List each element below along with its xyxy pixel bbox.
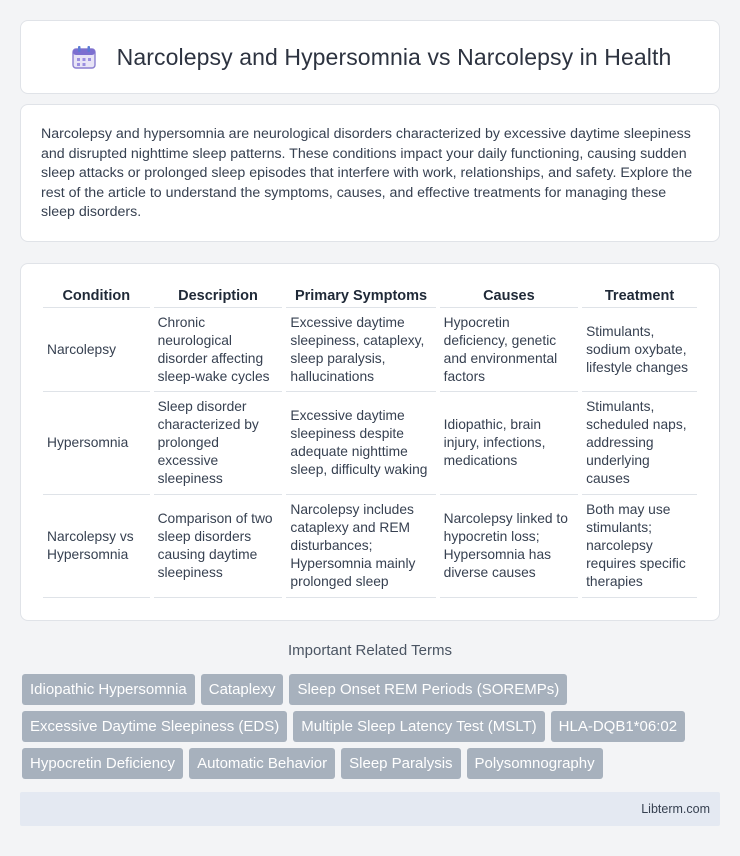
table-cell: Narcolepsy includes cataplexy and REM disturbances; Hypersomnia mainly prolonged sleep <box>286 495 435 598</box>
intro-text: Narcolepsy and hypersomnia are neurological disorders characterized by excessive daytime sleepiness and disrupted nighttime sleep patterns. These conditions impact your daily functioning, causing sudden sleep attacks or prolonged sleep episodes that interfere with work, relationships, and safety. Explore the rest of the article to understand the symptoms, causes, and effective treatments for managing these sleep disorders. <box>41 126 693 221</box>
page-title: Narcolepsy and Hypersomnia vs Narcolepsy in Health <box>116 43 672 70</box>
table-row <box>43 308 697 392</box>
related-term-tag[interactable]: Hypocretin Deficiency <box>22 748 183 779</box>
comparison-table <box>39 284 701 598</box>
table-header: Description <box>154 284 283 308</box>
table-cell: Chronic neurological disorder affecting sleep-wake cycles <box>154 308 283 392</box>
table-cell: Hypersomnia <box>43 392 150 495</box>
footer-link[interactable]: Libterm.com <box>641 802 710 816</box>
table-header: Condition <box>43 284 150 308</box>
table-cell: Comparison of two sleep disorders causing daytime sleepiness <box>154 495 283 598</box>
table-header: Primary Symptoms <box>286 284 435 308</box>
intro-card <box>20 104 720 242</box>
table-cell: Stimulants, sodium oxybate, lifestyle changes <box>582 308 697 392</box>
table-cell: Narcolepsy linked to hypocretin loss; Hypersomnia has diverse causes <box>440 495 578 598</box>
related-term-tag[interactable]: Sleep Paralysis <box>341 748 460 779</box>
related-term-tag[interactable]: Automatic Behavior <box>189 748 335 779</box>
table-cell: Both may use stimulants; narcolepsy requires specific therapies <box>582 495 697 598</box>
table-cell: Hypocretin deficiency, genetic and environmental factors <box>440 308 578 392</box>
related-terms-title: Important Related Terms <box>288 642 452 659</box>
header-card <box>20 20 720 94</box>
related-term-tag[interactable]: Cataplexy <box>201 674 284 705</box>
table-header: Causes <box>440 284 578 308</box>
table-row <box>43 392 697 495</box>
footer <box>20 792 720 826</box>
related-term-tag[interactable]: Polysomnography <box>467 748 603 779</box>
related-term-tag[interactable]: Excessive Daytime Sleepiness (EDS) <box>22 711 287 742</box>
table-row <box>43 495 697 598</box>
table-cell: Stimulants, scheduled naps, addressing underlying causes <box>582 392 697 495</box>
table-cell: Narcolepsy <box>43 308 150 392</box>
table-card <box>20 263 720 621</box>
calendar-icon <box>69 42 99 72</box>
related-term-tag[interactable]: Idiopathic Hypersomnia <box>22 674 195 705</box>
table-cell: Sleep disorder characterized by prolonged excessive sleepiness <box>154 392 283 495</box>
related-terms-list <box>22 674 722 785</box>
table-header: Treatment <box>582 284 697 308</box>
related-term-tag[interactable]: Sleep Onset REM Periods (SOREMPs) <box>289 674 567 705</box>
table-cell: Excessive daytime sleepiness despite adequate nighttime sleep, difficulty waking <box>286 392 435 495</box>
table-cell: Idiopathic, brain injury, infections, medications <box>440 392 578 495</box>
related-term-tag[interactable]: Multiple Sleep Latency Test (MSLT) <box>293 711 544 742</box>
table-cell: Excessive daytime sleepiness, cataplexy, sleep paralysis, hallucinations <box>286 308 435 392</box>
related-term-tag[interactable]: HLA-DQB1*06:02 <box>551 711 685 742</box>
table-cell: Narcolepsy vs Hypersomnia <box>43 495 150 598</box>
